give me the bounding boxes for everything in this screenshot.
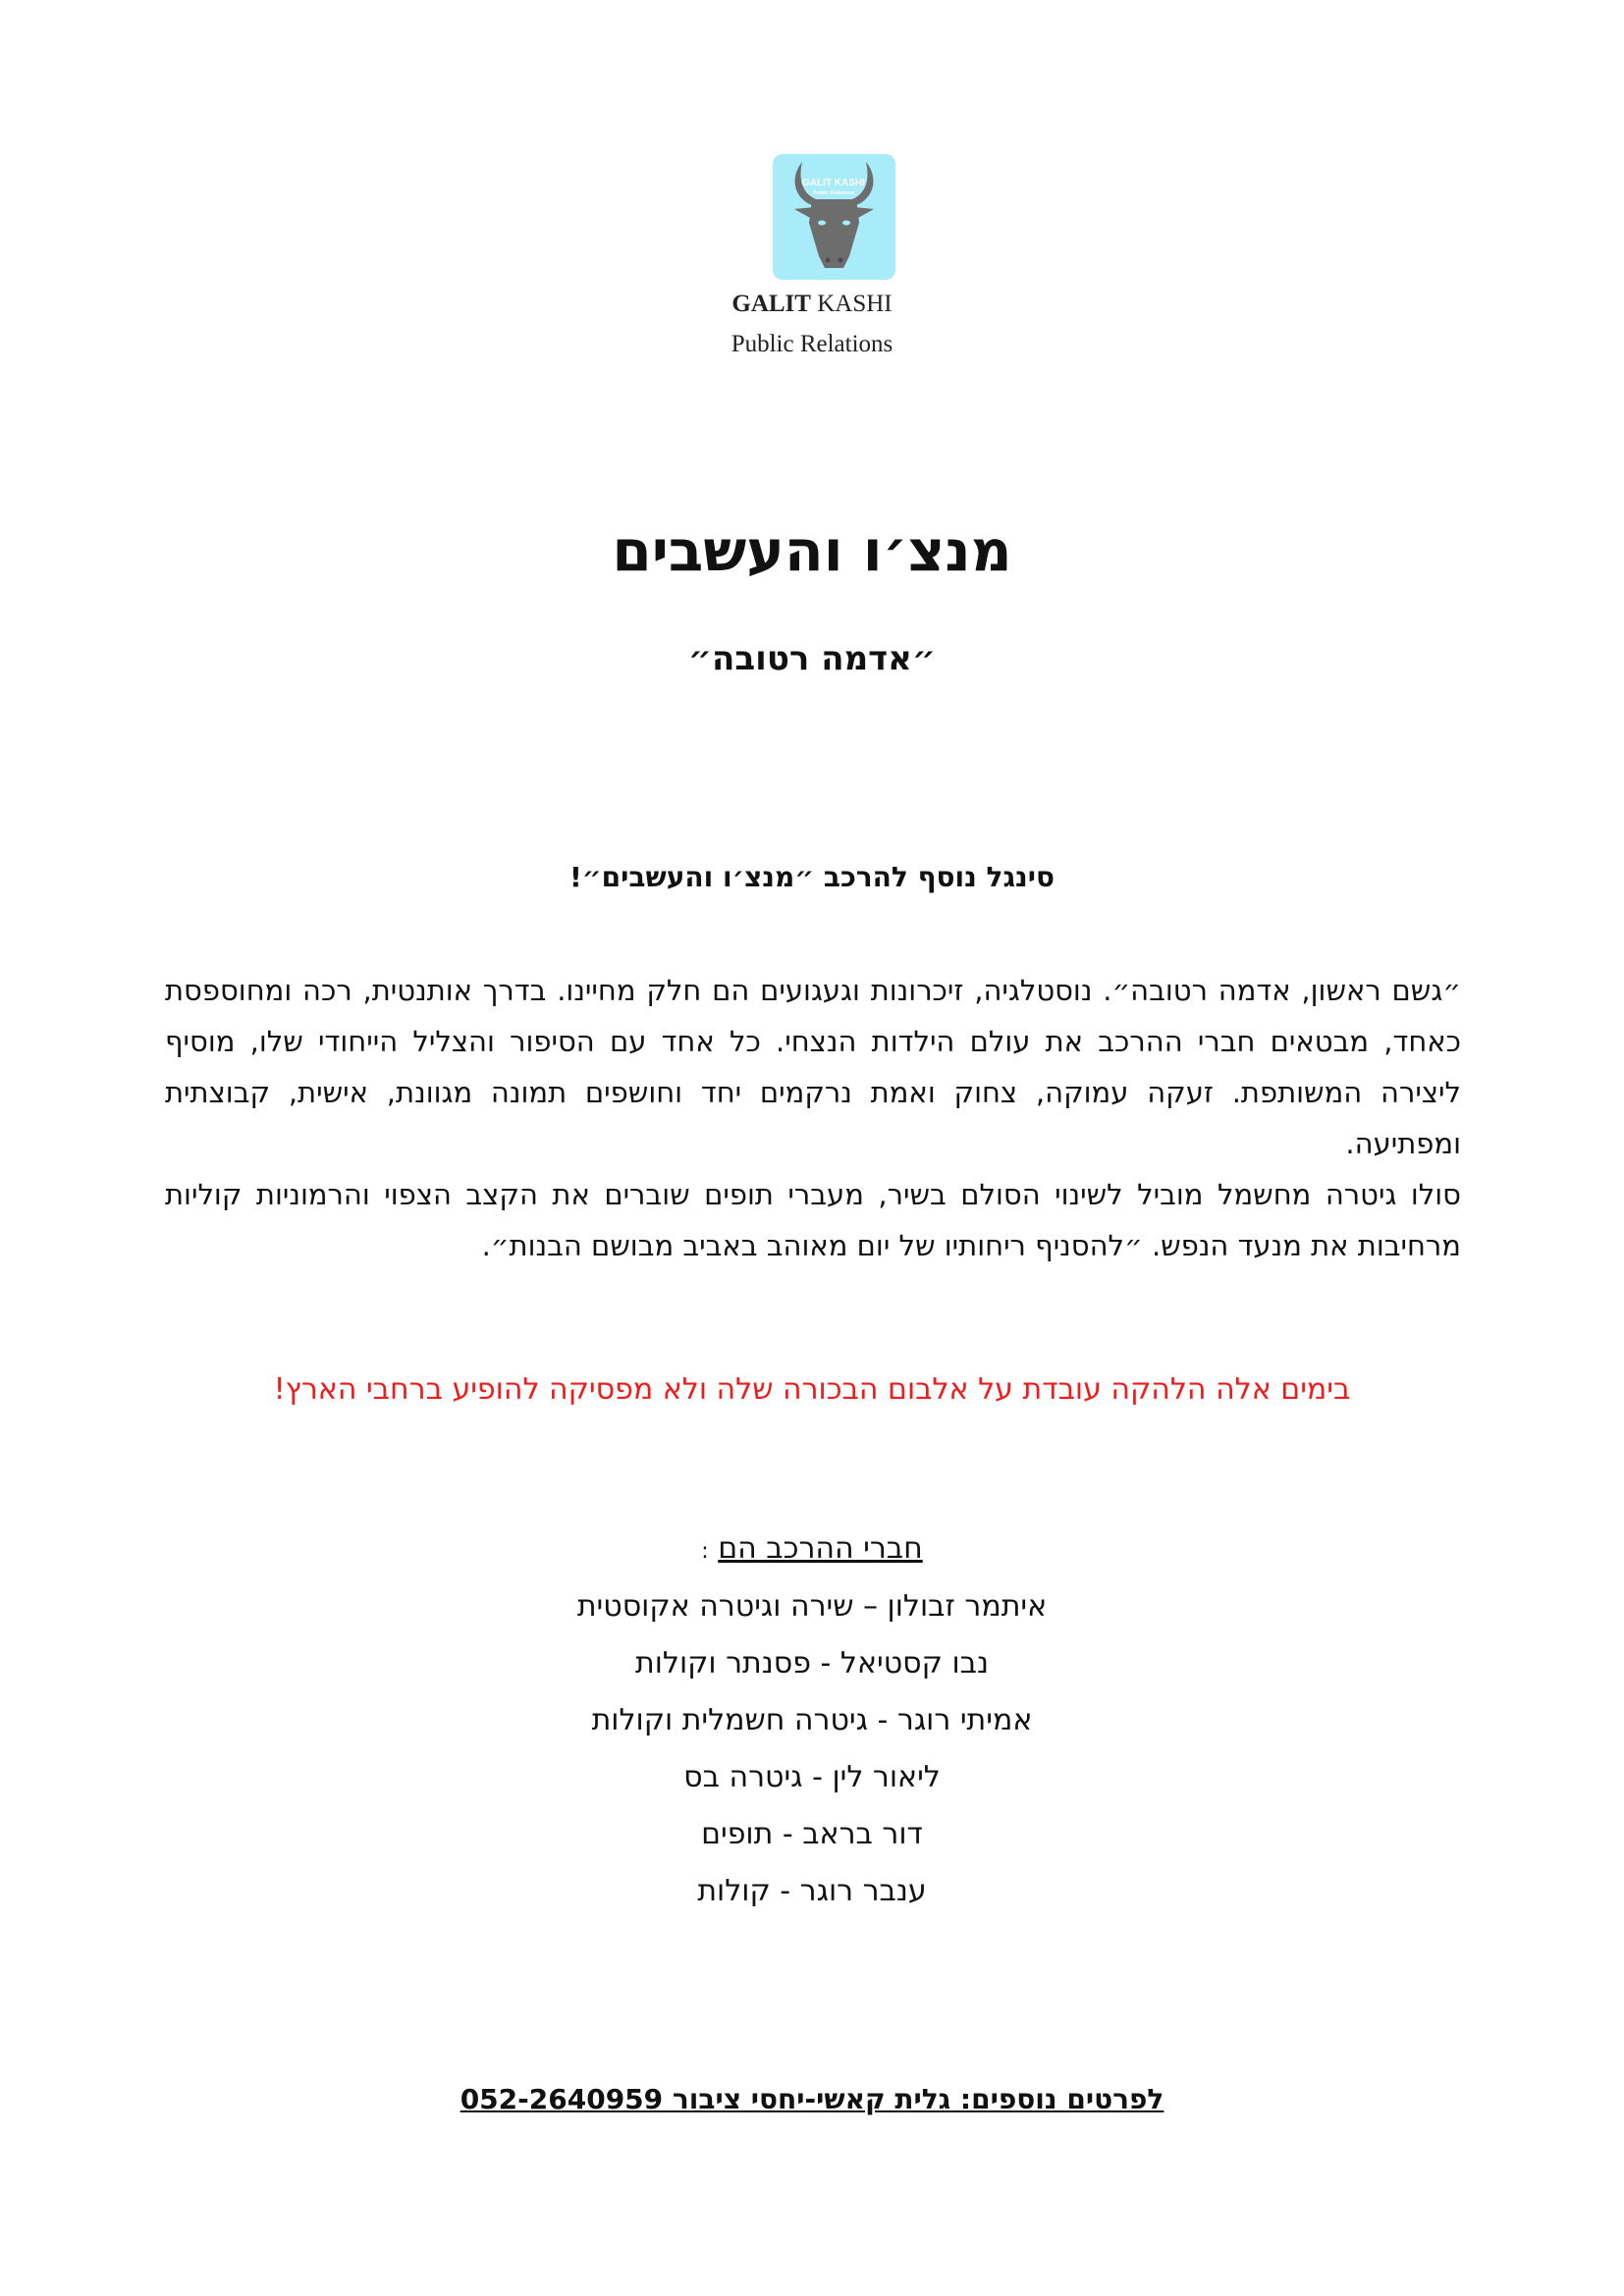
lead-heading: סינגל נוסף להרכב ״מנצ׳ו והעשבים״! <box>569 861 1055 893</box>
member-item: איתמר זבולון – שירה וגיטרה אקוסטית <box>576 1589 1048 1624</box>
brand-tagline: Public Relations <box>731 331 893 357</box>
member-item: אמיתי רוגר - גיטרה חשמלית וקולות <box>591 1703 1033 1737</box>
contact-line: לפרטים נוספים: גלית קאשי-יחסי ציבור 052-2640959 <box>460 2083 1164 2115</box>
single-title: ״אדמה רטובה״ <box>687 639 937 678</box>
body-paragraph-2: סולו גיטרה מחשמל מוביל לשינוי הסולם בשיר, מעברי תופים שוברים את הקצב הצפוי והרמוניות קוליות מרחיבות את מנעד הנפש. ״להסניף ריחותיו של יום מאוהב באביב מבושם הבנות״. <box>165 1178 1461 1262</box>
members-heading <box>0 1531 1624 1566</box>
member-item: ענבר רוגר - קולות <box>697 1874 927 1908</box>
body-paragraph-1: ״גשם ראשון, אדמה רטובה״. נוסטלגיה, זיכרונות וגעגועים הם חלק מחיינו. בדרך אותנטית, רכה ומחוספסת כאחד, מבטאים חברי ההרכב את עולם הילדות הנצחי. כל אחד עם הסיפור והצליל הייחודי שלו, מוסיף ליצירה המשותפת. זעקה עמוקה, צחוק ואמת נרקמים יחד וחושפים תמונה מגוונת, אישית, קבוצתית ומפתיעה. <box>165 974 1461 1160</box>
members-list <box>0 1578 1624 1920</box>
member-item: ליאור לין - גיטרה בס <box>683 1760 941 1794</box>
brand-name <box>0 291 1624 318</box>
logo-text-main: GALIT KASHI <box>802 178 865 188</box>
brand-first-name: GALIT <box>731 291 811 317</box>
member-item: דור בראב - תופים <box>701 1817 923 1851</box>
logo-text-sub: Public Relations <box>812 190 855 196</box>
bull-head-icon <box>773 154 895 280</box>
member-item: נבו קסטיאל - פסנתר וקולות <box>635 1646 989 1681</box>
members-heading-text: חברי ההרכב הם <box>718 1531 923 1566</box>
page-title: מנצ׳ו והעשבים <box>612 517 1012 584</box>
announcement: בימים אלה הלהקה עובדת על אלבום הבכורה שלה ולא מפסיקה להופיע ברחבי הארץ! <box>273 1372 1351 1407</box>
brand-last-name: KASHI <box>817 291 893 317</box>
body-text <box>165 965 1461 1271</box>
company-logo <box>773 154 895 280</box>
members-heading-colon: : <box>701 1539 709 1564</box>
